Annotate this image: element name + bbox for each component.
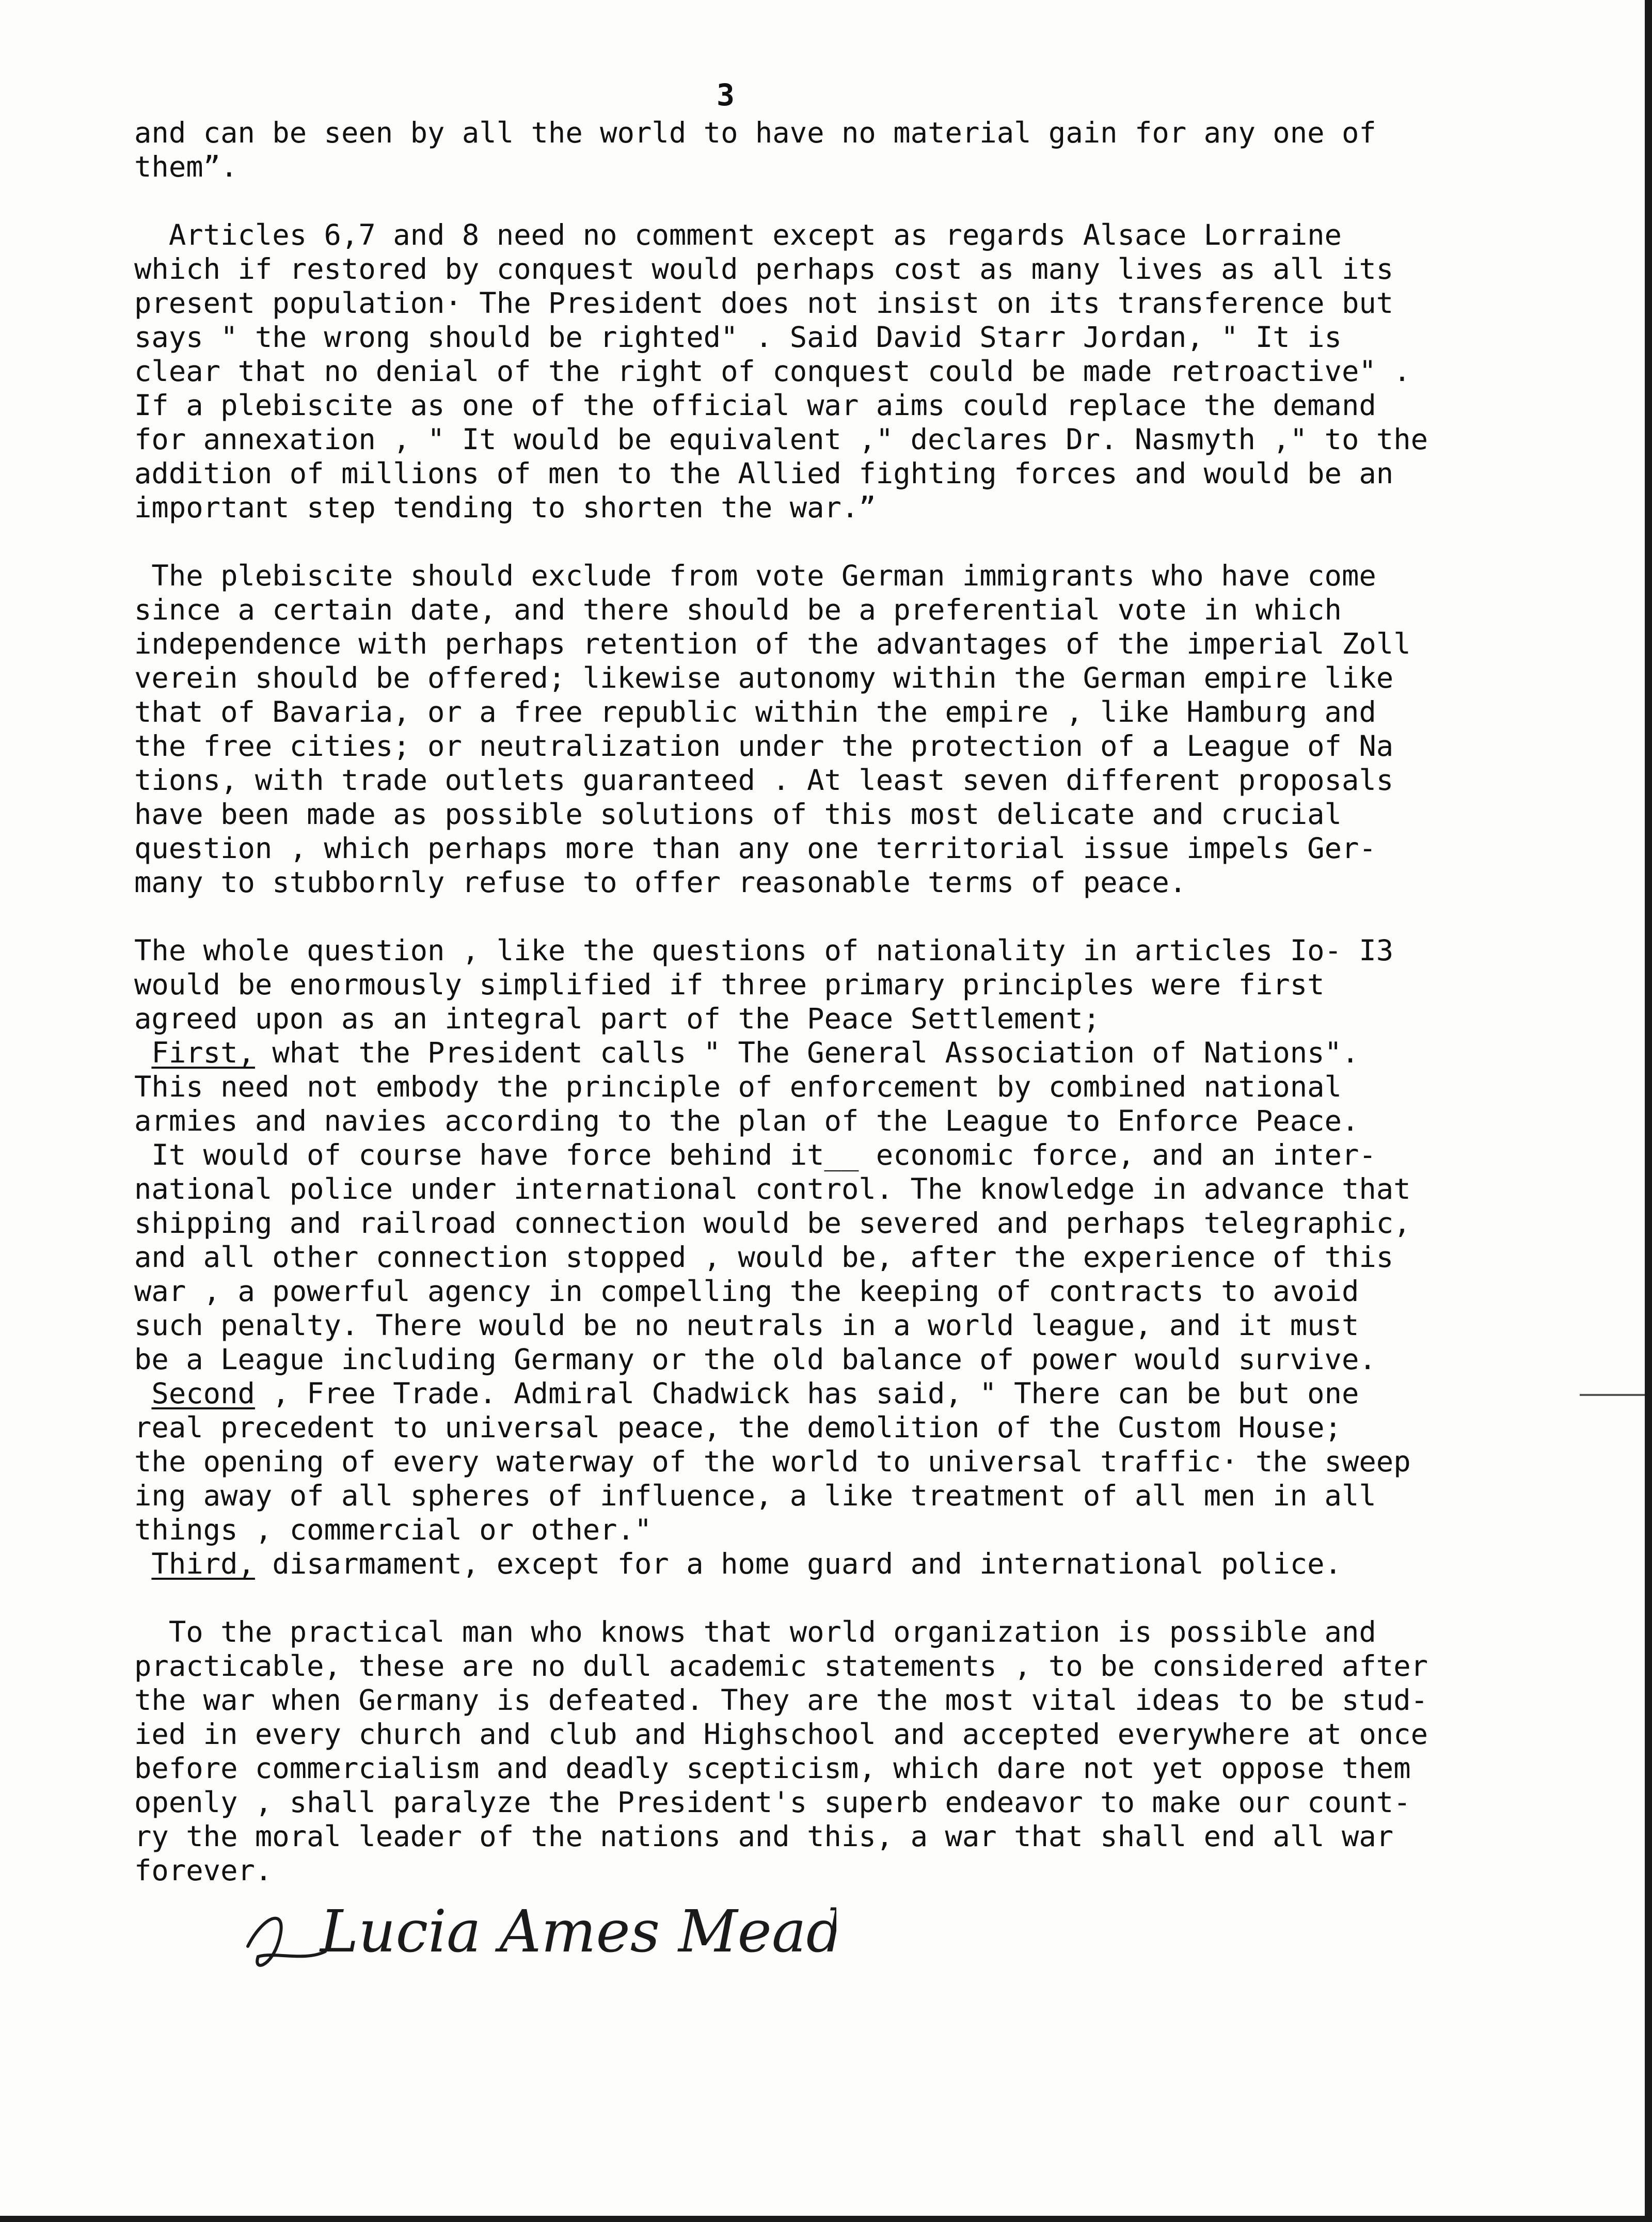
text-line: important step tending to shorten the war.” xyxy=(134,491,876,525)
text-line: and can be seen by all the world to have no material gain for any one of xyxy=(134,116,1376,150)
text-line: ing away of all spheres of influence, a like treatment of all men in all xyxy=(134,1479,1376,1513)
text-line: many to stubbornly refuse to offer reasonable terms of peace. xyxy=(134,866,1187,899)
text-line: This need not embody the principle of enforcement by combined national xyxy=(134,1070,1342,1104)
principle-label: First, xyxy=(151,1036,255,1070)
text-line: the free cities; or neutralization under the protection of a League of Na xyxy=(134,729,1394,763)
paragraph-plebiscite xyxy=(134,559,1600,900)
text-line: the opening of every waterway of the world to universal traffic· the sweep xyxy=(134,1445,1411,1479)
text-line xyxy=(134,1036,1600,1070)
text-line: and all other connection stopped , would be, after the experience of this xyxy=(134,1241,1394,1274)
text-line: ied in every church and club and Highschool and accepted everywhere at once xyxy=(134,1718,1428,1751)
text-line: The whole question , like the questions of nationality in articles Io- I3 xyxy=(134,934,1394,967)
text-line: be a League including Germany or the old balance of power would survive. xyxy=(134,1343,1376,1376)
signature-graphic xyxy=(243,1884,836,1988)
text-line: that of Bavaria, or a free republic within the empire , like Hamburg and xyxy=(134,695,1376,729)
text-line: real precedent to universal peace, the demolition of the Custom House; xyxy=(134,1411,1342,1445)
principle-first xyxy=(134,1036,1600,1377)
text-line: addition of millions of men to the Allied fighting forces and would be an xyxy=(134,457,1394,490)
text-line: agreed upon as an integral part of the Peace Settlement; xyxy=(134,1002,1101,1036)
text-line: present population· The President does not insist on its transference but xyxy=(134,287,1394,320)
text-line: have been made as possible solutions of this most delicate and crucial xyxy=(134,798,1342,831)
text-line: If a plebiscite as one of the official war aims could replace the demand xyxy=(134,389,1376,422)
scan-edge-right xyxy=(1645,0,1652,2222)
text-line: which if restored by conquest would perhaps cost as many lives as all its xyxy=(134,252,1394,286)
text-line: The plebiscite should exclude from vote German immigrants who have come xyxy=(134,559,1376,593)
letter-body xyxy=(134,116,1600,1888)
text-line: forever. xyxy=(134,1854,273,1887)
paragraph-closing xyxy=(134,1615,1600,1888)
text-line xyxy=(134,1377,1600,1411)
principle-text: , Free Trade. Admiral Chadwick has said, " There can be but one xyxy=(255,1377,1359,1410)
text-line: before commercialism and deadly scepticism, which dare not yet oppose them xyxy=(134,1752,1411,1785)
text-line: verein should be offered; likewise autonomy within the German empire like xyxy=(134,661,1394,695)
text-line: shipping and railroad connection would be severed and perhaps telegraphic, xyxy=(134,1207,1411,1240)
text-line: says " the wrong should be righted" . Said David Starr Jordan, " It is xyxy=(134,321,1342,354)
text-line: openly , shall paralyze the President's superb endeavor to make our count- xyxy=(134,1786,1411,1819)
text-line: ry the moral leader of the nations and this, a war that shall end all war xyxy=(134,1820,1394,1853)
signature-text: Lucia Ames Mead. xyxy=(320,1898,836,1965)
principle-text: disarmament, except for a home guard and international police. xyxy=(255,1547,1342,1581)
text-line: tions, with trade outlets guaranteed . At least seven different proposals xyxy=(134,764,1394,797)
page-number: 3 xyxy=(717,77,735,113)
text-line: national police under international control. The knowledge in advance that xyxy=(134,1172,1411,1206)
handwritten-signature xyxy=(243,1884,836,1988)
scan-edge-bottom xyxy=(0,2216,1652,2222)
text-line: practicable, these are no dull academic statements , to be considered after xyxy=(134,1649,1428,1683)
text-line: such penalty. There would be no neutrals in a world league, and it must xyxy=(134,1309,1359,1342)
paragraph-continuation xyxy=(134,116,1600,184)
text-line: things , commercial or other." xyxy=(134,1513,652,1547)
text-line: It would of course have force behind it__ economic force, and an inter- xyxy=(134,1138,1376,1172)
text-line: armies and navies according to the plan of the League to Enforce Peace. xyxy=(134,1104,1359,1138)
text-line: them”. xyxy=(134,150,238,184)
text-line: war , a powerful agency in compelling the keeping of contracts to avoid xyxy=(134,1275,1359,1308)
text-line: for annexation , " It would be equivalent ," declares Dr. Nasmyth ," to the xyxy=(134,423,1428,456)
principle-second xyxy=(134,1377,1600,1547)
text-line: would be enormously simplified if three primary principles were first xyxy=(134,968,1325,1002)
principle-label: Second xyxy=(151,1377,255,1410)
paragraph-alsace-lorraine xyxy=(134,218,1600,525)
paragraph-whole-question xyxy=(134,934,1600,1036)
text-line: since a certain date, and there should be a preferential vote in which xyxy=(134,593,1342,627)
text-line: clear that no denial of the right of conquest could be made retroactive" . xyxy=(134,355,1411,388)
text-line: question , which perhaps more than any one territorial issue impels Ger- xyxy=(134,832,1376,865)
text-line: To the practical man who knows that world organization is possible and xyxy=(134,1615,1376,1649)
principle-text: what the President calls " The General Association of Nations". xyxy=(255,1036,1359,1070)
text-line: independence with perhaps retention of the advantages of the imperial Zoll xyxy=(134,627,1411,661)
text-line: Articles 6,7 and 8 need no comment except as regards Alsace Lorraine xyxy=(134,218,1342,252)
principle-third xyxy=(134,1547,1600,1581)
text-line xyxy=(134,1547,1600,1581)
principle-label: Third, xyxy=(151,1547,255,1581)
text-line: the war when Germany is defeated. They are the most vital ideas to be stud- xyxy=(134,1684,1428,1717)
